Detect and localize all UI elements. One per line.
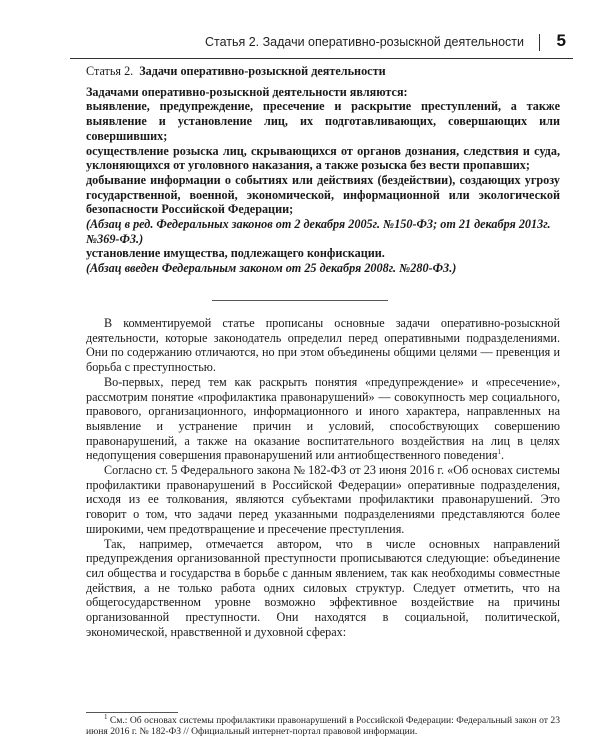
section-divider xyxy=(212,300,388,301)
article-task-4: установление имущества, подлежащего конфискации. xyxy=(86,246,385,261)
footnote-text: См.: Об основах системы профилактики правонарушений в Российской Федерации: Федеральный закон от 23 июня 2016 г. № 182-ФЗ // Официальный интернет-портал правовой информации. xyxy=(86,715,560,738)
article-note-2: (Абзац введен Федеральным законом от 25 декабря 2008г. №280-ФЗ.) xyxy=(86,261,457,276)
header-separator xyxy=(539,34,540,51)
article-lead: Задачами оперативно-розыскной деятельности являются: xyxy=(86,84,408,99)
footnote xyxy=(86,712,560,738)
article-task-1: выявление, предупреждение, пресечение и раскрытие преступлений, а также выявление и установление лиц, их подготавливающих, совершающих или совершивших; xyxy=(86,99,560,143)
running-head: Статья 2. Задачи оперативно-розыскной деятельности xyxy=(204,35,524,49)
commentary-paragraph-4: Так, например, отмечается автором, что в числе основных направлений предупреждения организованной преступности прописываются следующие: объединение сил общества и государства в борьбе с данным явлением, так как необходимы совместные действия, а не только работа одних силовых структур. Следует отметить, что на общегосударственном уровне возможно эффективное воздействие на причины организованной преступности. Они находятся в социальной, политической, экономической, нравственной и духовной сферах: xyxy=(86,536,560,639)
commentary-paragraph-2: Во-первых, перед тем как раскрыть понятия «предупреждение» и «пресечение», рассмотрим понятие «профилактика правонарушений» — совокупность мер социального, правового, организационного, информационного и иного характера, направленных на выявление и устранение причин и условий, способствующих совершению правонарушений, а также на оказание воспитательного воздействия на лиц в целях недопущения совершения правонарушений или антиобщественного поведения$^1$. xyxy=(86,374,560,463)
commentary-paragraph-3: Согласно ст. 5 Федерального закона № 182-ФЗ от 23 июня 2016 г. «Об основах системы профилактики правонарушений в Российской Федерации» оперативные подразделения, исходя из ее толкования, являются субъектами профилактики правонарушений. Это говорит о том, что задачи перед указанными подразделениями представляются более широкими, чем предотвращение и пресечение преступления. xyxy=(86,463,560,536)
article-label: Статья 2. xyxy=(86,64,134,78)
article-task-3: добывание информации о событиях или действиях (бездействии), создающих угрозу государственной, военной, экономической, информационной или экологической безопасности Российской Федерации; xyxy=(86,172,560,217)
article-heading xyxy=(86,64,560,79)
commentary-text xyxy=(86,316,560,639)
footnote-marker: 1 xyxy=(104,712,108,721)
article-note-1: (Абзац в ред. Федеральных законов от 2 декабря 2005г. №150-ФЗ; от 21 декабря 2013г. №369-ФЗ.) xyxy=(86,217,551,246)
page-header xyxy=(0,0,600,60)
article-text xyxy=(86,64,560,276)
commentary-paragraph-2-text: Во-первых, перед тем как раскрыть понятия «предупреждение» и «пресечение», рассмотрим понятие «профилактика правонарушений» — совокупность мер социального, правового, организационного, информационного и иного характера, направленных на выявление и устранение причин и условий, способствующих совершению правонарушений, а также на оказание воспитательного воздействия на лиц в целях недопущения совершения правонарушений или антиобщественного поведения xyxy=(86,374,560,463)
page-number: 5 xyxy=(556,31,566,50)
article-task-2: осуществление розыска лиц, скрывающихся от органов дознания, следствия и суда, уклоняющихся от уголовного наказания, а также розыска без вести пропавших; xyxy=(86,143,560,173)
article-title: Задачи оперативно-розыскной деятельности xyxy=(139,64,386,78)
commentary-paragraph-1: В комментируемой статье прописаны основные задачи оперативно-розыскной деятельности, которые законодатель определил перед оперативными подразделениями. Они по содержанию отличаются, но при этом объединены общими целями — превенция и борьба с преступностью. xyxy=(86,316,560,375)
footnote-rule xyxy=(86,712,178,713)
header-rule xyxy=(70,58,573,59)
footnote-reference[interactable]: 1 xyxy=(497,448,501,457)
